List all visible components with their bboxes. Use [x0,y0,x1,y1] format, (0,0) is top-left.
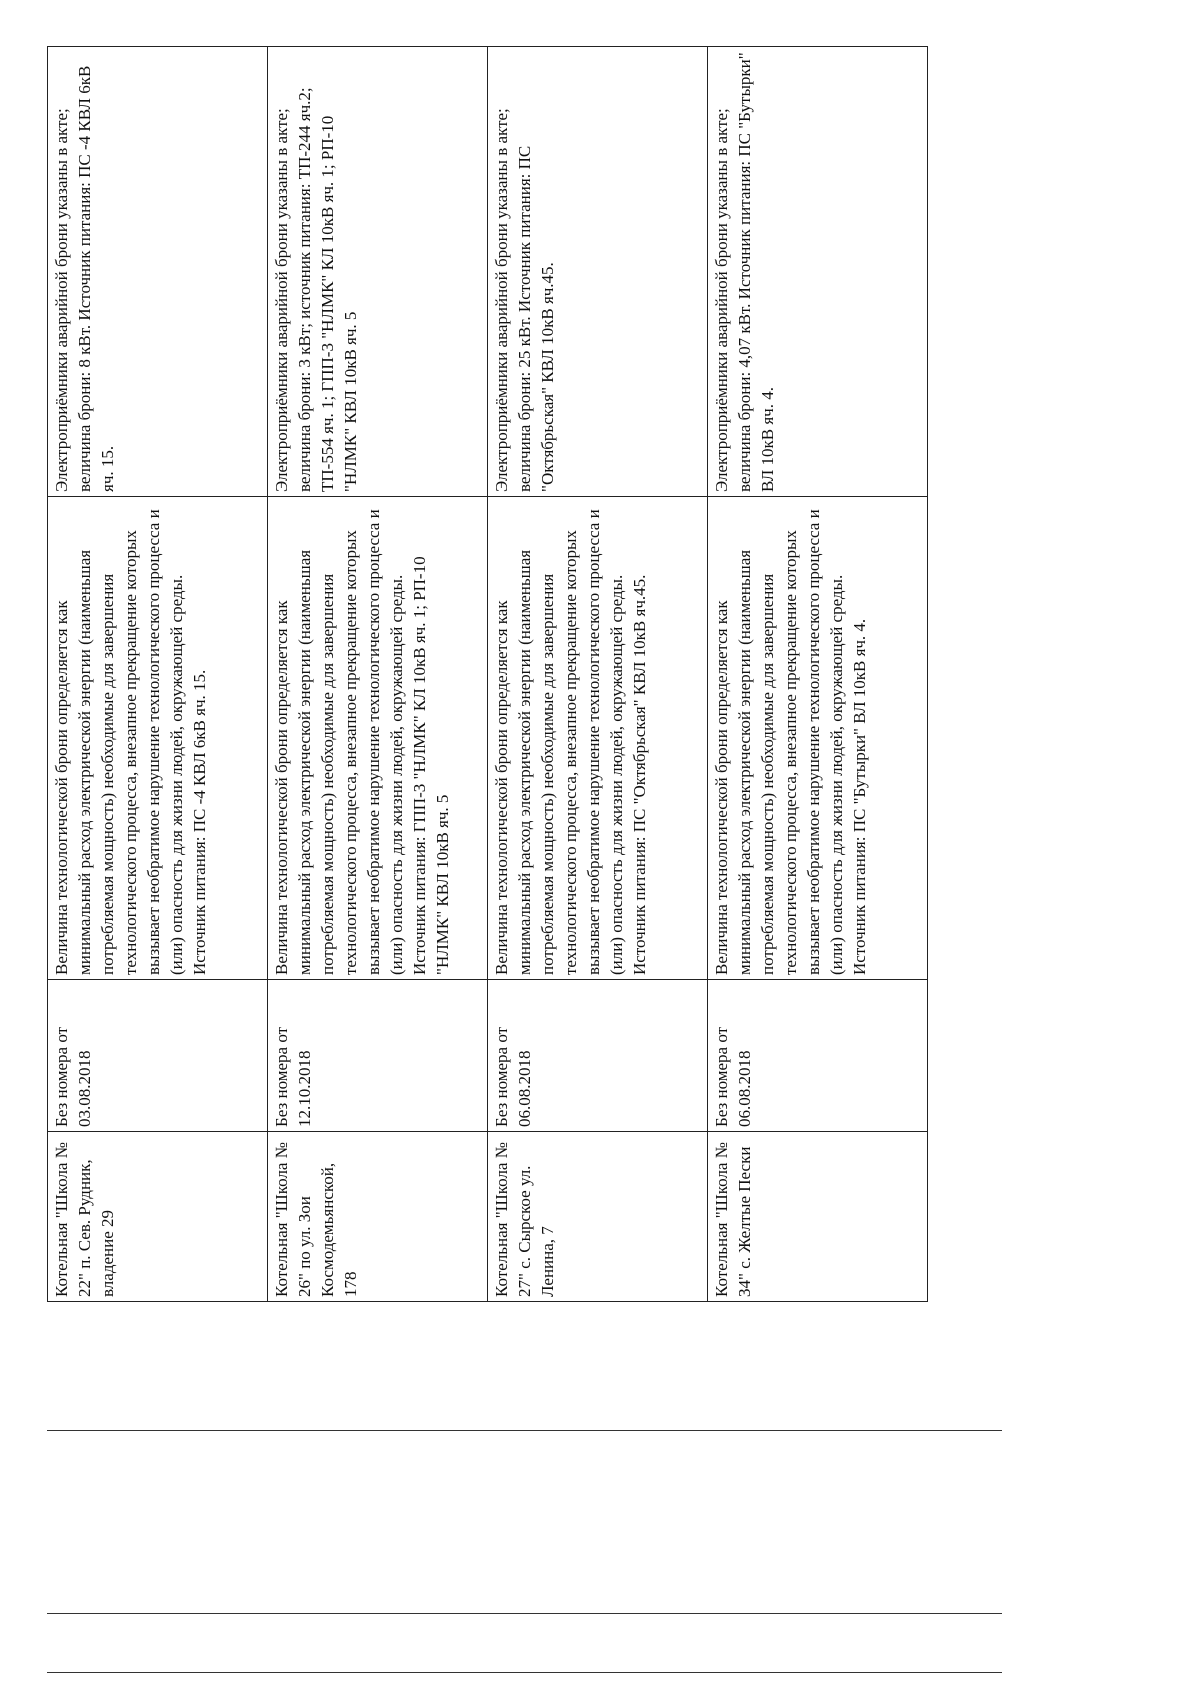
object-cell: Котельная "Школа № 27" с. Сырское ул. Ленина, 7 [488,1132,708,1302]
object-cell: Котельная "Школа № 34" с. Желтые Пески [708,1132,928,1302]
emergency-reserve-cell: Электроприёмники аварийной брони указаны в акте; величина брони: 25 кВт. Источник питания: ПС "Октябрьская" КВЛ 10кВ яч.45. [488,47,708,497]
emergency-reserve-cell: Электроприёмники аварийной брони указаны в акте; величина брони: 4,07 кВт. Источник питания: ПС "Бутырки" ВЛ 10кВ яч. 4. [708,47,928,497]
act-cell: Без номера от 12.10.2018 [268,980,488,1132]
technological-reserve-cell: Величина технологической брони определяется как минимальный расход электрической энергии (наименьшая потребляемая мощность) необходимые для завершения технологического процесса, внезапное прекращение которых вызывает необратимое нарушение технологического процесса и (или) опасность для жизни людей, окружающей среды. Источник питания: ГПП-3 "НЛМК" КЛ 10кВ яч. 1; РП-10 "НЛМК" КВЛ 10кВ яч. 5 [268,497,488,980]
signature-line [47,1613,1002,1614]
technological-reserve-cell: Величина технологической брони определяется как минимальный расход электрической энергии (наименьшая потребляемая мощность) необходимые для завершения технологического процесса, внезапное прекращение которых вызывает необратимое нарушение технологического процесса и (или) опасность для жизни людей, окружающей среды. Источник питания: ПС "Бутырки" ВЛ 10кВ яч. 4. [708,497,928,980]
emergency-reserve-cell: Электроприёмники аварийной брони указаны в акте; величина брони: 8 кВт. Источник питания: ПС -4 КВЛ 6кВ яч. 15. [48,47,268,497]
act-cell: Без номера от 03.08.2018 [48,980,268,1132]
signature-line [47,1430,1002,1431]
reservation-table [47,46,928,1302]
act-cell: Без номера от 06.08.2018 [708,980,928,1132]
table-row [48,47,268,1302]
emergency-reserve-cell: Электроприёмники аварийной брони указаны в акте; величина брони: 3 кВт; источник питания: ТП-244 яч.2; ТП-554 яч. 1; ГПП-3 "НЛМК" КЛ 10кВ яч. 1; РП-10 "НЛМК" КВЛ 10кВ яч. 5 [268,47,488,497]
act-cell: Без номера от 06.08.2018 [488,980,708,1132]
object-cell: Котельная "Школа № 22" п. Сев. Рудник, владение 29 [48,1132,268,1302]
signature-line [47,1672,1002,1673]
object-cell: Котельная "Школа № 26" по ул. Зои Космодемьянской, 178 [268,1132,488,1302]
technological-reserve-cell: Величина технологической брони определяется как минимальный расход электрической энергии (наименьшая потребляемая мощность) необходимые для завершения технологического процесса, внезапное прекращение которых вызывает необратимое нарушение технологического процесса и (или) опасность для жизни людей, окружающей среды. Источник питания: ПС "Октябрьская" КВЛ 10кВ яч.45. [488,497,708,980]
technological-reserve-cell: Величина технологической брони определяется как минимальный расход электрической энергии (наименьшая потребляемая мощность) необходимые для завершения технологического процесса, внезапное прекращение которых вызывает необратимое нарушение технологического процесса и (или) опасность для жизни людей, окружающей среды. Источник питания: ПС -4 КВЛ 6кВ яч. 15. [48,497,268,980]
table-row [488,47,708,1302]
table-row [268,47,488,1302]
table-row [708,47,928,1302]
